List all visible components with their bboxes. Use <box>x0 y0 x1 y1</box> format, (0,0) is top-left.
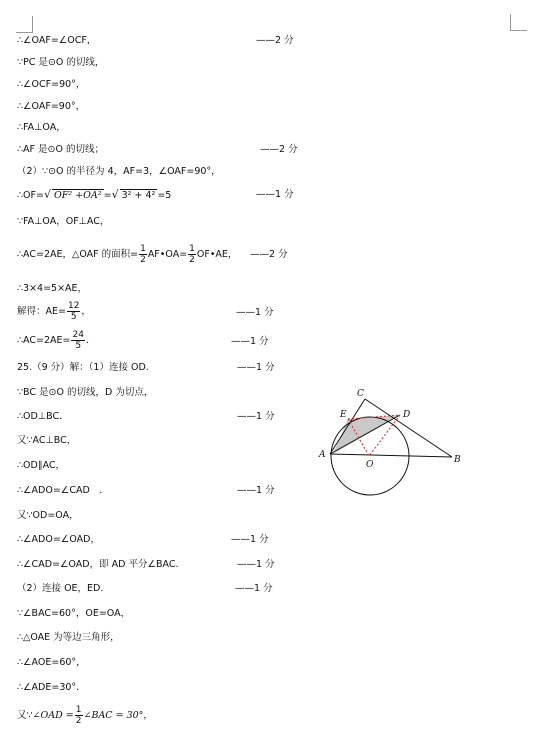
label-o: O <box>366 460 374 470</box>
score-mark: ——1 分 <box>237 411 275 422</box>
solution-line: ∴∠OAF=∠OCF， <box>17 35 97 46</box>
score-mark: ——1 分 <box>235 583 273 594</box>
solution-line: ∴∠OCF=90°， <box>17 79 86 90</box>
segment-ab <box>330 454 452 457</box>
fraction <box>188 244 196 265</box>
score-mark: ——1 分 <box>256 189 294 200</box>
solution-line: ∴3×4=5×AE， <box>17 283 88 294</box>
label-e: E <box>340 410 347 420</box>
radical-sign: √ <box>43 188 51 201</box>
score-mark: ——1 分 <box>231 336 269 347</box>
line-suffix: =5 <box>157 190 172 201</box>
fraction-numerator: 12 <box>67 301 80 311</box>
fraction-numerator: 24 <box>72 330 84 340</box>
solution-line: ∴OD⊥BC. <box>17 411 63 422</box>
solution-line: ∵FA⊥OA，OF⊥AC， <box>17 216 110 227</box>
fraction-numerator: 1 <box>189 244 195 254</box>
line-prefix: ∴AC=2AE= <box>17 335 71 346</box>
equals-sign: = <box>103 190 112 201</box>
solution-line-oad <box>17 705 153 726</box>
label-c: C <box>357 389 364 399</box>
solution-line: ∴∠CAD=∠OAD，即 AD 平分∠BAC. <box>17 559 179 570</box>
fraction <box>75 705 83 726</box>
math-expression: ∠OAD = <box>32 710 74 721</box>
score-mark: ——2 分 <box>260 144 298 155</box>
solution-line-of-length <box>17 189 171 202</box>
page-corner-mark-top-left <box>16 16 33 33</box>
solution-line: ∴∠ADO=∠CAD . <box>17 485 103 496</box>
solution-line: ∴FA⊥OA， <box>17 122 66 133</box>
solution-line-area <box>17 244 237 265</box>
line-prefix: ∴AC=2AE，△OAF 的面积= <box>17 249 139 260</box>
line-suffix: OF•AE， <box>196 249 238 260</box>
geometry-figure <box>312 384 472 499</box>
line-prefix: ∴OF= <box>17 190 44 201</box>
solution-line: （2）∵⊙O 的半径为 4，AF=3，∠OAF=90°， <box>17 166 221 177</box>
solution-line: 25.（9 分）解：（1）连接 OD. <box>17 362 149 373</box>
line-prefix: 又∵ <box>17 710 33 721</box>
fraction-denominator: 2 <box>140 255 146 265</box>
score-mark: ——1 分 <box>237 485 275 496</box>
math-expression: ∠BAC = 30° <box>83 710 144 721</box>
fraction-denominator: 2 <box>75 716 82 726</box>
label-d: D <box>403 410 411 420</box>
geometry-svg <box>312 384 472 499</box>
solution-line-ae <box>17 301 91 322</box>
line-suffix: ， <box>81 306 91 317</box>
solution-line: 又∵OD=OA， <box>17 510 79 521</box>
line-prefix: 解得：AE= <box>17 306 66 317</box>
label-b: B <box>454 455 461 465</box>
page-corner-mark-top-right <box>510 14 527 31</box>
fraction-denominator: 5 <box>75 341 82 351</box>
fraction <box>71 330 84 351</box>
solution-line: 又∵AC⊥BC， <box>17 435 77 446</box>
solution-line: ∵PC 是⊙O 的切线， <box>17 57 105 68</box>
solution-line: ∴∠ADE=30°． <box>17 682 86 693</box>
line-suffix: ． <box>85 335 96 346</box>
fraction-denominator: 5 <box>70 312 77 322</box>
line-middle: AF•OA= <box>147 249 188 260</box>
score-mark: ——1 分 <box>231 534 269 545</box>
score-mark: ——1 分 <box>236 307 274 318</box>
solution-line: ∴∠ADO=∠OAD， <box>17 534 100 545</box>
fraction <box>67 301 80 322</box>
solution-line-ac <box>17 330 95 351</box>
score-mark: ——1 分 <box>237 362 275 373</box>
solution-line: ∴△OAE 为等边三角形， <box>17 632 120 643</box>
radicand: OF² +OA² <box>53 190 102 201</box>
solution-line: ∴∠OAF=90°， <box>17 101 86 112</box>
radicand: 3² + 4² <box>121 190 156 201</box>
fraction-numerator: 1 <box>140 244 146 254</box>
solution-line: ∴OD∥AC， <box>17 460 66 471</box>
solution-line: ∴∠AOE=60°， <box>17 657 86 668</box>
solution-line: ∵∠BAC=60°，OE=OA， <box>17 608 131 619</box>
label-a: A <box>319 450 326 460</box>
score-mark: ——2 分 <box>250 249 288 260</box>
score-mark: ——2 分 <box>256 35 294 46</box>
solution-line: （2）连接 OE，ED. <box>17 583 104 594</box>
solution-line: ∵BC 是⊙O 的切线，D 为切点， <box>17 387 154 398</box>
solution-line: ∴AF 是⊙O 的切线； <box>17 144 104 155</box>
fraction-numerator: 1 <box>75 705 82 715</box>
line-suffix: ， <box>143 710 153 721</box>
score-mark: ——1 分 <box>237 559 275 570</box>
fraction-denominator: 2 <box>189 255 195 265</box>
radical-sign: √ <box>111 188 119 201</box>
fraction <box>139 244 147 265</box>
